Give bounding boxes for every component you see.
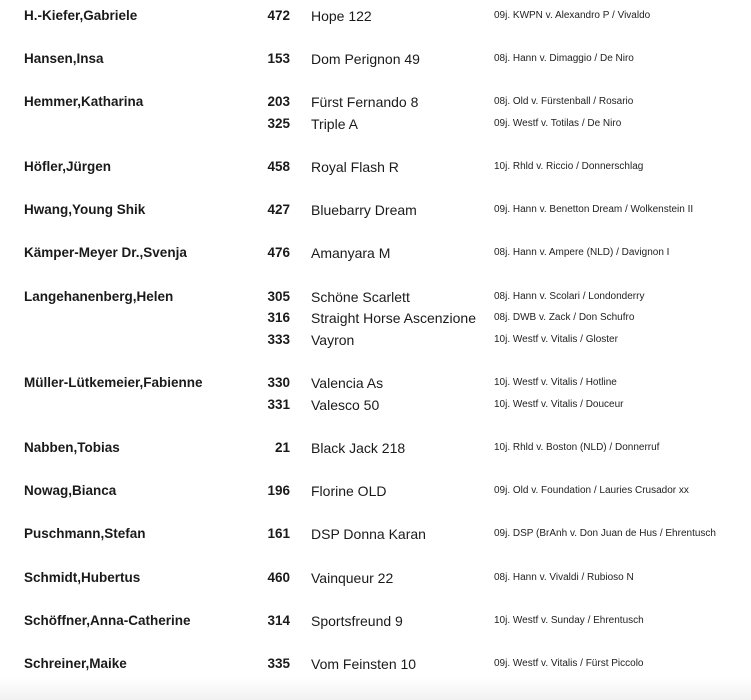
start-number: 196 [267, 483, 290, 498]
start-number: 458 [267, 159, 290, 174]
horse-name: Straight Horse Ascenzione [311, 310, 476, 326]
horse-info: 09j. Hann v. Benetton Dream / Wolkenstein II [494, 204, 694, 215]
horse-row [0, 656, 751, 676]
horse-info: 09j. Old v. Foundation / Lauries Crusador xx [494, 485, 689, 496]
rider-name: Nowag,Bianca [24, 483, 117, 498]
horse-row [0, 613, 751, 633]
start-number: 333 [267, 332, 290, 347]
horse-info: 10j. Westf v. Vitalis / Gloster [494, 334, 618, 345]
horse-info: 10j. Rhld v. Riccio / Donnerschlag [494, 161, 644, 172]
start-number: 316 [267, 310, 290, 325]
horse-name: Schöne Scarlett [311, 289, 410, 305]
start-number: 153 [267, 51, 290, 66]
rider-name: Langehanenberg,Helen [24, 289, 174, 304]
start-number: 325 [267, 116, 290, 131]
start-number: 472 [267, 8, 290, 23]
horse-row [0, 245, 751, 265]
rider-name: Hemmer,Katharina [24, 94, 144, 109]
start-number: 305 [267, 289, 290, 304]
rider-name: Müller-Lütkemeier,Fabienne [24, 375, 203, 390]
horse-info: 10j. Westf v. Vitalis / Douceur [494, 399, 624, 410]
start-number: 330 [267, 375, 290, 390]
rider-name: Hwang,Young Shik [24, 202, 146, 217]
horse-row [0, 116, 751, 136]
start-number: 476 [267, 245, 290, 260]
rider-name: Schmidt,Hubertus [24, 570, 141, 585]
horse-info: 08j. Old v. Fürstenball / Rosario [494, 96, 634, 107]
horse-name: Bluebarry Dream [311, 202, 417, 218]
horse-row [0, 375, 751, 395]
horse-name: Sportsfreund 9 [311, 613, 403, 629]
horse-row [0, 332, 751, 352]
start-number: 21 [274, 440, 290, 455]
horse-info: 09j. Westf v. Totilas / De Niro [494, 118, 622, 129]
horse-info: 10j. Westf v. Sunday / Ehrentusch [494, 615, 644, 626]
horse-name: Valencia As [311, 375, 384, 391]
rider-name: Schreiner,Maike [24, 656, 127, 671]
rider-name: Puschmann,Stefan [24, 526, 146, 541]
horse-row [0, 289, 751, 309]
horse-name: Florine OLD [311, 483, 387, 499]
rider-name: Kämper-Meyer Dr.,Svenja [24, 245, 187, 260]
rider-name: Hansen,Insa [24, 51, 104, 66]
horse-name: Royal Flash R [311, 159, 399, 175]
horse-name: Vainqueur 22 [311, 570, 394, 586]
horse-row [0, 526, 751, 546]
horse-info: 09j. DSP (BrAnh v. Don Juan de Hus / Ehrentusch [494, 528, 716, 539]
horse-info: 08j. Hann v. Vivaldi / Rubioso N [494, 572, 634, 583]
horse-info: 10j. Westf v. Vitalis / Hotline [494, 377, 617, 388]
horse-info: 08j. Hann v. Scolari / Londonderry [494, 291, 645, 302]
page-bottom-edge [0, 678, 751, 700]
start-number: 161 [267, 526, 290, 541]
start-number: 335 [267, 656, 290, 671]
horse-info: 08j. Hann v. Ampere (NLD) / Davignon I [494, 247, 670, 258]
horse-row [0, 483, 751, 503]
rider-name: Nabben,Tobias [24, 440, 120, 455]
start-number: 427 [267, 202, 290, 217]
horse-row [0, 397, 751, 417]
horse-row [0, 440, 751, 460]
horse-row [0, 202, 751, 222]
horse-info: 09j. Westf v. Vitalis / Fürst Piccolo [494, 658, 644, 669]
start-number: 331 [267, 397, 290, 412]
rider-name: Höfler,Jürgen [24, 159, 112, 174]
horse-info: 10j. Rhld v. Boston (NLD) / Donnerruf [494, 442, 660, 453]
horse-row [0, 8, 751, 28]
horse-name: Triple A [311, 116, 358, 132]
horse-name: Dom Perignon 49 [311, 51, 420, 67]
horse-name: Hope 122 [311, 8, 372, 24]
horse-info: 08j. DWB v. Zack / Don Schufro [494, 312, 635, 323]
horse-name: Black Jack 218 [311, 440, 406, 456]
horse-name: Vom Feinsten 10 [311, 656, 417, 672]
horse-info: 08j. Hann v. Dimaggio / De Niro [494, 53, 634, 64]
start-number: 203 [267, 94, 290, 109]
horse-row [0, 310, 751, 330]
rider-name: Schöffner,Anna-Catherine [24, 613, 191, 628]
start-number: 460 [267, 570, 290, 585]
horse-row [0, 570, 751, 590]
horse-name: Vayron [311, 332, 355, 348]
horse-row [0, 94, 751, 114]
horse-name: Amanyara M [311, 245, 391, 261]
horse-name: Fürst Fernando 8 [311, 94, 419, 110]
horse-name: Valesco 50 [311, 397, 380, 413]
horse-info: 09j. KWPN v. Alexandro P / Vivaldo [494, 10, 651, 21]
horse-row [0, 159, 751, 179]
rider-name: H.-Kiefer,Gabriele [24, 8, 138, 23]
horse-name: DSP Donna Karan [311, 526, 426, 542]
start-number: 314 [267, 613, 290, 628]
horse-row [0, 51, 751, 71]
